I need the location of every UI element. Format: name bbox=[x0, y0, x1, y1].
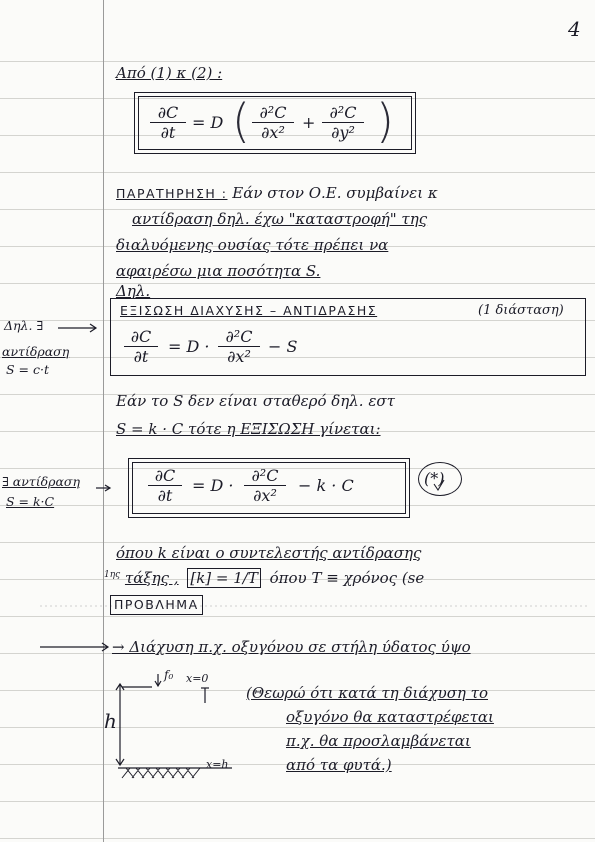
eq1-close-paren: ) bbox=[376, 94, 394, 148]
problem-line: → Διάχυση π.χ. οξυγόνου σε στήλη ύδατος ύψο bbox=[112, 638, 471, 656]
eq1-plus: + bbox=[302, 113, 316, 132]
s-not-constant-line-1: Εάν το S δεν είναι σταθερό δηλ. εστ bbox=[116, 392, 395, 410]
margin-note-1-line-2: αντίδραση bbox=[2, 344, 70, 359]
eq3-rhs-fraction: ∂²C ∂x² bbox=[244, 466, 286, 505]
paren-note-line-2: οξυγόνο θα καταστρέφεται bbox=[286, 708, 494, 726]
k-definition-line-2: $^{1\eta\varsigma}$ τάξης , [k] = 1/T όπου T ≡ χρόνος (se bbox=[104, 569, 425, 587]
eq1-equals-d: = D bbox=[192, 113, 224, 132]
diagram-xh-label: x=h bbox=[206, 758, 229, 771]
eq3-lhs-fraction: ∂C ∂t bbox=[148, 466, 182, 505]
paren-note-line-4: από τα φυτά.) bbox=[286, 756, 392, 774]
eq2-rhs-fraction: ∂²C ∂x² bbox=[218, 327, 260, 366]
eq3-equals-d: = D · bbox=[192, 476, 234, 495]
s-not-constant-line-2: S = k · C τότε η ΕΞΙΣΩΣΗ γίνεται: bbox=[116, 420, 381, 438]
remark-line-2: αντίδραση δηλ. έχω "καταστροφή" της bbox=[132, 210, 428, 228]
remark-line-4: αφαιρέσω μια ποσότητα S. bbox=[116, 262, 321, 280]
page-number: 4 bbox=[568, 17, 581, 41]
eq2-title: ΕΞΙΣΩΣΗ ΔΙΑΧΥΣΗΣ – ΑΝΤΙΔΡΑΣΗΣ bbox=[120, 303, 378, 318]
diagram-f0-label: f₀ bbox=[164, 668, 174, 682]
eq2-lhs-fraction: ∂C ∂t bbox=[124, 327, 158, 366]
diagram-x0-label: x=0 bbox=[186, 672, 209, 685]
eq3-minus-kc: − k · C bbox=[298, 476, 354, 495]
eq1-open-paren: ( bbox=[232, 94, 250, 148]
eq2-equals-d: = D · bbox=[168, 337, 210, 356]
eq2-minus-s: − S bbox=[268, 337, 298, 356]
margin-note-2-line-2: S = k·C bbox=[6, 494, 55, 509]
remark-line-3: διαλυόμενης ουσίας τότε πρέπει να bbox=[116, 236, 389, 254]
diagram-h-label: h bbox=[104, 709, 117, 733]
eq1-term2-fraction: ∂²C ∂y² bbox=[322, 103, 364, 142]
eq2-note: (1 διάσταση) bbox=[478, 303, 564, 318]
paren-note-line-1: (Θεωρώ ότι κατά τη διάχυση το bbox=[246, 684, 489, 702]
eq1-lhs-fraction: ∂C ∂t bbox=[150, 103, 186, 142]
margin-note-2-line-1: ∃ αντίδραση bbox=[2, 474, 80, 489]
header-from-1-2: Από (1) κ (2) : bbox=[116, 64, 223, 82]
paren-note-line-3: π.χ. θα προσλαμβάνεται bbox=[286, 732, 471, 750]
remark-dil: Δηλ. bbox=[116, 282, 151, 300]
eq3-marker: (*) bbox=[424, 469, 445, 488]
margin-note-1-line-3: S = c·t bbox=[6, 362, 49, 377]
eq1-term1-fraction: ∂²C ∂x² bbox=[252, 103, 294, 142]
k-definition-line-1: όπου k είναι ο συντελεστής αντίδρασης bbox=[116, 544, 422, 562]
margin-note-1-line-1: Δηλ. ∃ bbox=[4, 318, 44, 333]
problem-label: ΠΡΟΒΛΗΜΑ bbox=[110, 595, 203, 615]
remark-line-1: ΠΑΡΑΤΗΡΗΣΗ : Εάν στον Ο.Ε. συμβαίνει κ bbox=[116, 184, 438, 202]
